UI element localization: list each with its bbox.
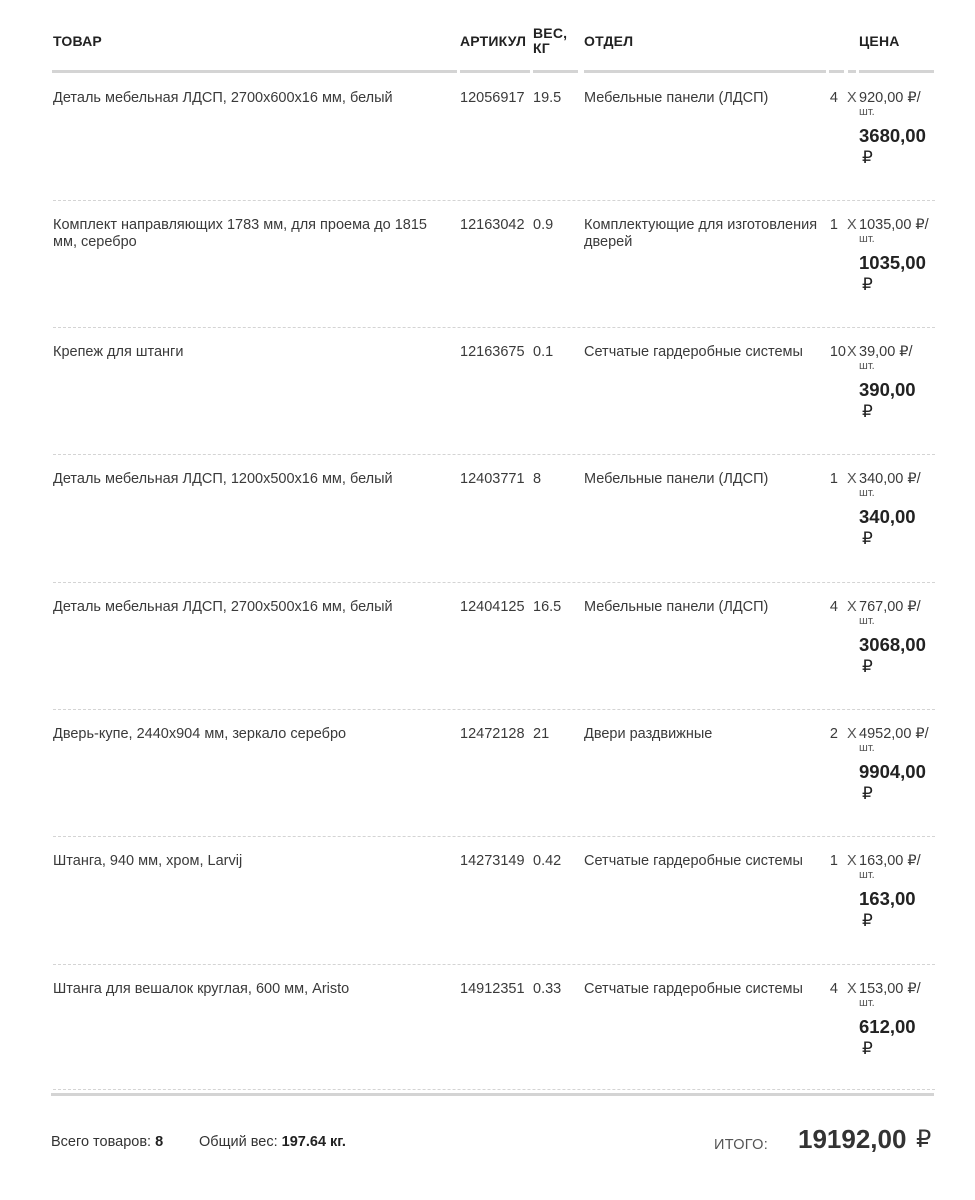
multiply-sign: X — [847, 981, 857, 997]
item-article: 14912351 — [460, 981, 525, 997]
ruble-icon: ₽ — [862, 148, 873, 167]
item-total-value: 3680,00 — [859, 125, 926, 146]
unit-price-value: 39,00 — [859, 344, 896, 360]
table-row — [0, 853, 975, 980]
currency-per-unit: ₽/ — [907, 90, 921, 106]
ruble-icon: ₽ — [862, 529, 873, 548]
table-row — [0, 726, 975, 853]
item-total — [859, 252, 949, 296]
item-article: 12472128 — [460, 726, 525, 742]
item-name: Штанга, 940 мм, хром, Larvij — [53, 853, 243, 869]
item-name: Комплект направляющих 1783 мм, для проема до 1815 мм, серебро — [53, 217, 427, 250]
total-items-label: Всего товаров: — [51, 1134, 152, 1150]
unit-price-value: 1035,00 — [859, 217, 912, 233]
per-unit-label: шт. — [859, 487, 875, 499]
item-qty: 4 — [829, 599, 838, 615]
item-article: 12404125 — [460, 599, 525, 615]
item-weight: 0.33 — [533, 981, 562, 997]
item-department: Сетчатые гардеробные системы — [584, 981, 803, 997]
unit-price-value: 163,00 — [859, 853, 904, 869]
item-department: Мебельные панели (ЛДСП) — [584, 471, 769, 487]
item-name: Деталь мебельная ЛДСП, 2700x600x16 мм, белый — [53, 90, 393, 106]
item-total-value: 9904,00 — [859, 761, 926, 782]
table-row — [0, 344, 975, 471]
ruble-icon: ₽ — [862, 784, 873, 803]
table-row — [0, 599, 975, 726]
item-article: 14273149 — [460, 853, 525, 869]
header-article: АРТИКУЛ — [460, 33, 527, 49]
row-divider — [53, 964, 935, 965]
item-total — [859, 125, 949, 169]
currency-per-unit: ₽/ — [915, 726, 929, 742]
header-underline-price — [859, 70, 934, 73]
item-weight: 0.42 — [533, 853, 562, 869]
item-article: 12163042 — [460, 217, 525, 233]
multiply-sign: X — [847, 344, 857, 360]
header-underline-qty — [829, 70, 844, 73]
item-name: Деталь мебельная ЛДСП, 2700x500x16 мм, белый — [53, 599, 393, 615]
item-total — [859, 506, 949, 550]
item-unit-price — [859, 981, 939, 1009]
currency-per-unit: ₽/ — [907, 599, 921, 615]
total-weight-label: Общий вес: — [199, 1134, 278, 1150]
per-unit-label: шт. — [859, 742, 875, 754]
item-qty: 2 — [829, 726, 838, 742]
item-total — [859, 379, 949, 423]
item-total-value: 612,00 — [859, 1016, 916, 1037]
ruble-icon: ₽ — [862, 911, 873, 930]
item-unit-price — [859, 599, 939, 627]
item-unit-price — [859, 726, 939, 754]
table-row — [0, 90, 975, 217]
item-total-value: 390,00 — [859, 379, 916, 400]
item-qty: 1 — [829, 217, 838, 233]
unit-price-value: 4952,00 — [859, 726, 912, 742]
item-unit-price — [859, 90, 939, 118]
unit-price-value: 153,00 — [859, 981, 904, 997]
item-name: Дверь-купе, 2440x904 мм, зеркало серебро — [53, 726, 347, 742]
item-weight: 0.1 — [533, 344, 554, 360]
item-weight: 21 — [533, 726, 550, 742]
item-qty: 1 — [829, 853, 838, 869]
unit-price-value: 340,00 — [859, 471, 904, 487]
ruble-icon: ₽ — [862, 402, 873, 421]
item-unit-price — [859, 853, 939, 881]
row-divider — [53, 1089, 935, 1090]
ruble-icon: ₽ — [862, 275, 873, 294]
row-divider — [53, 200, 935, 201]
header-underline-x — [848, 70, 856, 73]
item-total — [859, 761, 949, 805]
per-unit-label: шт. — [859, 360, 875, 372]
grand-total-value: 19192,00 — [798, 1124, 907, 1154]
item-article: 12163675 — [460, 344, 525, 360]
total-weight — [199, 1134, 346, 1150]
total-weight-value: 197.64 кг. — [281, 1134, 346, 1150]
row-divider — [53, 327, 935, 328]
multiply-sign: X — [847, 90, 857, 106]
item-total — [859, 634, 949, 678]
item-article: 12056917 — [460, 90, 525, 106]
item-qty: 10 — [829, 344, 846, 360]
multiply-sign: X — [847, 853, 857, 869]
multiply-sign: X — [847, 217, 857, 233]
item-name: Крепеж для штанги — [53, 344, 184, 360]
item-qty: 4 — [829, 90, 838, 106]
currency-per-unit: ₽/ — [907, 471, 921, 487]
item-total-value: 1035,00 — [859, 252, 926, 273]
footer-divider — [51, 1093, 934, 1096]
per-unit-label: шт. — [859, 106, 875, 118]
header-weight — [533, 26, 567, 56]
total-items-value: 8 — [155, 1134, 164, 1150]
item-weight: 0.9 — [533, 217, 554, 233]
header-weight-line2: КГ — [533, 40, 550, 56]
item-total — [859, 888, 949, 932]
total-items — [51, 1134, 163, 1150]
table-row — [0, 217, 975, 344]
row-divider — [53, 454, 935, 455]
per-unit-label: шт. — [859, 615, 875, 627]
multiply-sign: X — [847, 599, 857, 615]
item-total-value: 340,00 — [859, 506, 916, 527]
unit-price-value: 767,00 — [859, 599, 904, 615]
currency-per-unit: ₽/ — [907, 981, 921, 997]
item-name: Штанга для вешалок круглая, 600 мм, Aristo — [53, 981, 350, 997]
per-unit-label: шт. — [859, 997, 875, 1009]
item-department: Двери раздвижные — [584, 726, 713, 742]
header-underline-article — [460, 70, 530, 73]
header-underline-product — [52, 70, 457, 73]
header-weight-line1: ВЕС, — [533, 25, 568, 41]
header-underline-weight — [533, 70, 578, 73]
item-department: Мебельные панели (ЛДСП) — [584, 90, 769, 106]
ruble-icon: ₽ — [862, 657, 873, 676]
item-article: 12403771 — [460, 471, 525, 487]
currency-per-unit: ₽/ — [915, 217, 929, 233]
ruble-icon: ₽ — [916, 1126, 932, 1153]
currency-per-unit: ₽/ — [907, 853, 921, 869]
item-weight: 8 — [533, 471, 542, 487]
item-department: Комплектующие для изготовления дверей — [584, 217, 818, 250]
currency-per-unit: ₽/ — [899, 344, 913, 360]
item-unit-price — [859, 471, 939, 499]
per-unit-label: шт. — [859, 869, 875, 881]
grand-total-label: ИТОГО: — [714, 1137, 769, 1153]
header-department: ОТДЕЛ — [584, 33, 634, 49]
item-department: Мебельные панели (ЛДСП) — [584, 599, 769, 615]
item-qty: 1 — [829, 471, 838, 487]
item-weight: 16.5 — [533, 599, 562, 615]
per-unit-label: шт. — [859, 233, 875, 245]
row-divider — [53, 709, 935, 710]
ruble-icon: ₽ — [862, 1039, 873, 1058]
item-total-value: 163,00 — [859, 888, 916, 909]
table-row — [0, 471, 975, 598]
unit-price-value: 920,00 — [859, 90, 904, 106]
item-unit-price — [859, 217, 939, 245]
item-unit-price — [859, 344, 939, 372]
row-divider — [53, 582, 935, 583]
item-total — [859, 1016, 949, 1060]
item-total-value: 3068,00 — [859, 634, 926, 655]
item-department: Сетчатые гардеробные системы — [584, 344, 803, 360]
item-department: Сетчатые гардеробные системы — [584, 853, 803, 869]
multiply-sign: X — [847, 726, 857, 742]
header-price: ЦЕНА — [859, 33, 900, 49]
item-name: Деталь мебельная ЛДСП, 1200x500x16 мм, белый — [53, 471, 393, 487]
row-divider — [53, 836, 935, 837]
header-underline-department — [584, 70, 826, 73]
header-product: ТОВАР — [53, 33, 102, 49]
item-weight: 19.5 — [533, 90, 562, 106]
multiply-sign: X — [847, 471, 857, 487]
item-qty: 4 — [829, 981, 838, 997]
